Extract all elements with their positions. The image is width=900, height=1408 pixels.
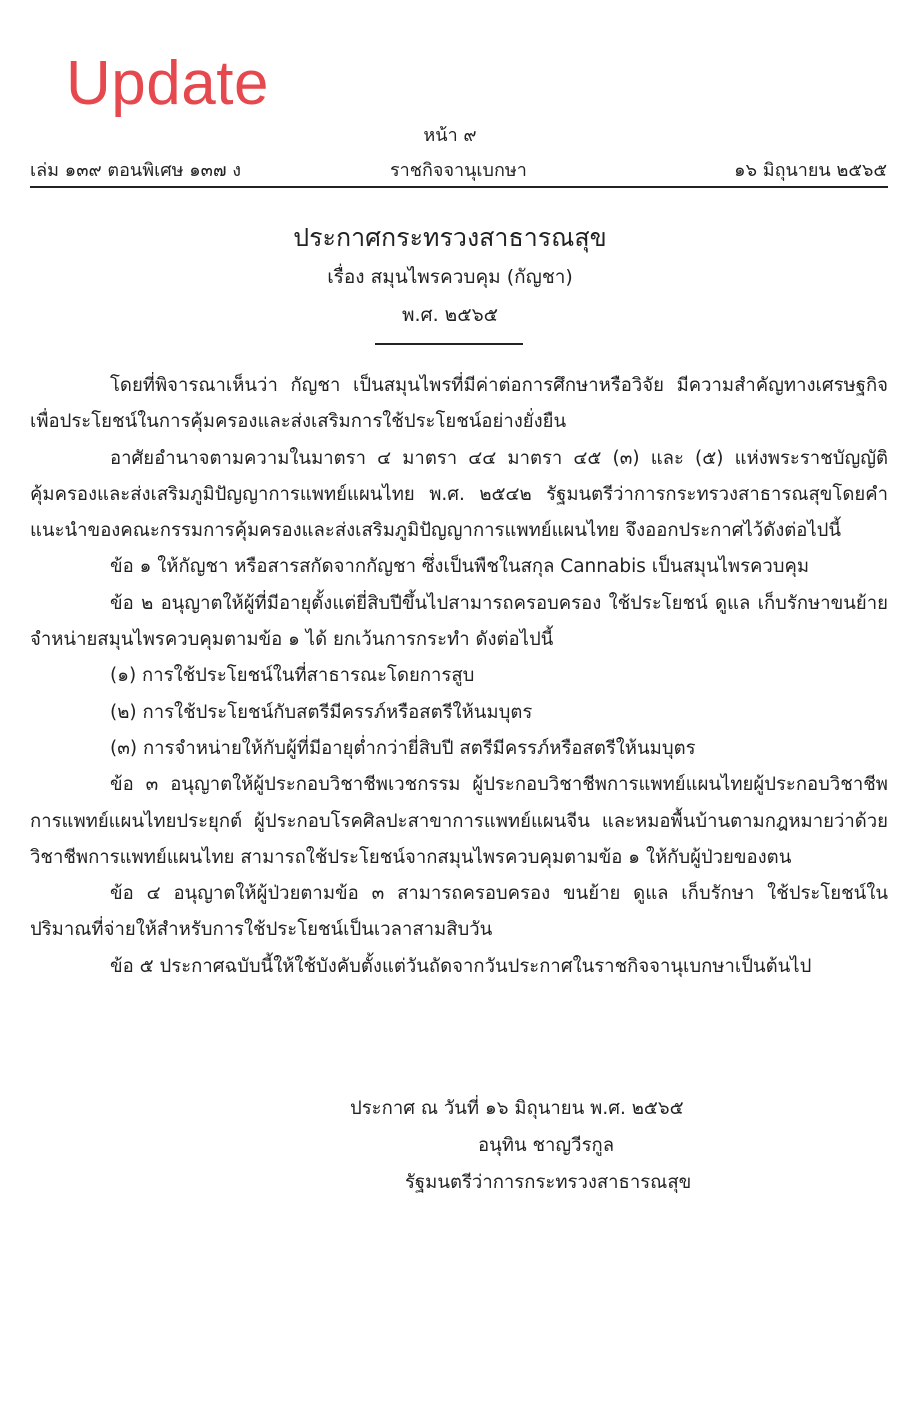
page-number: หน้า ๙ <box>423 125 477 146</box>
clause-5: ข้อ ๕ ประกาศฉบับนี้ให้ใช้บังคับตั้งแต่วันถัดจากวันประกาศในราชกิจจานุเบกษาเป็นต้นไป <box>110 955 812 977</box>
signatory-position: รัฐมนตรีว่าการกระทรวงสาธารณสุข <box>405 1172 692 1193</box>
signoff-block <box>350 1090 800 1201</box>
header-divider <box>30 186 888 188</box>
clause-1: ข้อ ๑ ให้กัญชา หรือสารสกัดจากกัญชา ซึ่งเป็นพืชในสกุล Cannabis เป็นสมุนไพรควบคุม <box>110 556 810 578</box>
gazette-name: ราชกิจจานุเบกษา <box>390 160 527 181</box>
update-label: Update <box>66 49 269 118</box>
announcement-subject: เรื่อง สมุนไพรควบคุม (กัญชา) <box>327 266 573 288</box>
gazette-date: ๑๖ มิถุนายน ๒๕๖๕ <box>734 160 887 181</box>
announcement-title: ประกาศกระทรวงสาธารณสุข <box>293 223 607 252</box>
preamble-paragraph: โดยที่พิจารณาเห็นว่า กัญชา เป็นสมุนไพรที่มีค่าต่อการศึกษาหรือวิจัย มีความสำคัญทางเศรษฐกิจ เพื่อประโยชน์ในการคุ้มครองและส่งเสริมการใช้ประโยชน์อย่างยั่งยืน <box>30 375 888 433</box>
announcement-date-line: ประกาศ ณ วันที่ ๑๖ มิถุนายน พ.ศ. ๒๕๖๕ <box>350 1098 684 1119</box>
title-divider <box>375 343 523 345</box>
announcement-body <box>30 368 888 985</box>
clause-2-exception-3: (๓) การจำหน่ายให้กับผู้ที่มีอายุต่ำกว่ายี่สิบปี สตรีมีครรภ์หรือสตรีให้นมบุตร <box>110 737 696 759</box>
volume-issue: เล่ม ๑๓๙ ตอนพิเศษ ๑๓๗ ง <box>30 160 242 181</box>
clause-2: ข้อ ๒ อนุญาตให้ผู้ที่มีอายุตั้งแต่ยี่สิบปีขึ้นไปสามารถครอบครอง ใช้ประโยชน์ ดูแล เก็บรักษาขนย้าย จำหน่ายสมุนไพรควบคุมตามข้อ ๑ ได้ ยกเว้นการกระทำ ดังต่อไปนี้ <box>30 592 888 651</box>
authority-paragraph: อาศัยอำนาจตามความในมาตรา ๔ มาตรา ๔๔ มาตรา ๔๕ (๓) และ (๕) แห่งพระราชบัญญัติคุ้มครองและส่งเสริมภูมิปัญญาการแพทย์แผนไทย พ.ศ. ๒๕๔๒ รัฐมนตรีว่าการกระทรวงสาธารณสุขโดยคำแนะนำของคณะกรรมการคุ้มครองและส่งเสริมภูมิปัญญาการแพทย์แผนไทย จึงออกประกาศไว้ดังต่อไปนี้ <box>30 447 888 542</box>
signatory-name: อนุทิน ชาญวีรกูล <box>478 1135 615 1156</box>
gazette-header <box>30 155 887 181</box>
clause-4: ข้อ ๔ อนุญาตให้ผู้ป่วยตามข้อ ๓ สามารถครอบครอง ขนย้าย ดูแล เก็บรักษา ใช้ประโยชน์ในปริมาณที่จ่ายให้สำหรับการใช้ประโยชน์เป็นเวลาสามสิบวัน <box>30 883 888 941</box>
clause-3: ข้อ ๓ อนุญาตให้ผู้ประกอบวิชาชีพเวชกรรม ผู้ประกอบวิชาชีพการแพทย์แผนไทยผู้ประกอบวิชาชีพการแพทย์แผนไทยประยุกต์ ผู้ประกอบโรคศิลปะสาขาการแพทย์แผนจีน และหมอพื้นบ้านตามกฎหมายว่าด้วยวิชาชีพการแพทย์แผนไทย สามารถใช้ประโยชน์จากสมุนไพรควบคุมตามข้อ ๑ ให้กับผู้ป่วยของตน <box>30 774 888 868</box>
clause-2-exception-1: (๑) การใช้ประโยชน์ในที่สาธารณะโดยการสูบ <box>110 665 475 687</box>
announcement-year: พ.ศ. ๒๕๖๕ <box>401 304 499 326</box>
clause-2-exception-2: (๒) การใช้ประโยชน์กับสตรีมีครรภ์หรือสตรีให้นมบุตร <box>110 701 533 723</box>
